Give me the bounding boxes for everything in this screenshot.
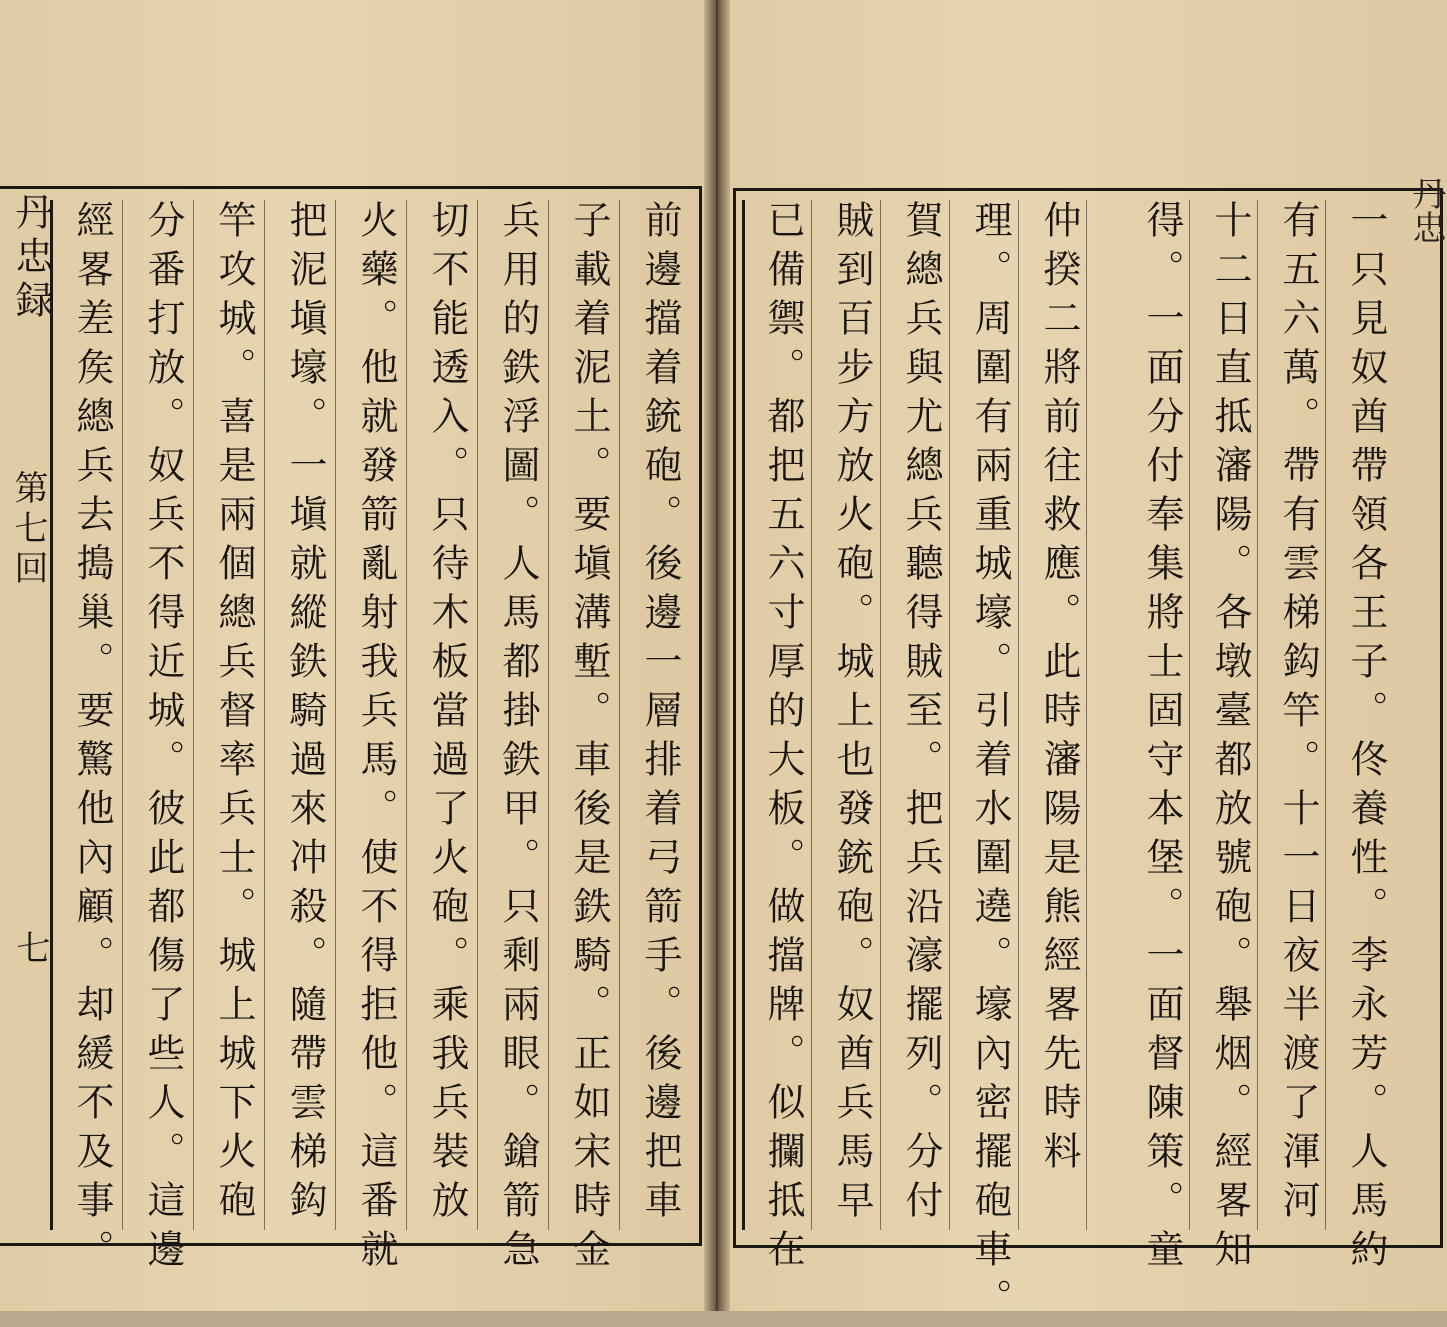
right-text-column: 賀總兵與尤總兵聽得賊至。把兵沿濠擺列。分付 — [899, 200, 943, 1229]
right-text-column: 有五六萬。帶有雲梯鈎竿。十一日夜半渡了渾河 — [1276, 200, 1320, 1229]
column-rule — [264, 200, 265, 1230]
left-text-column: 火藥。他就發箭亂射我兵馬。使不得拒他。這番就 — [354, 200, 398, 1278]
column-rule — [1257, 200, 1258, 1230]
column-rule — [1018, 200, 1019, 1230]
column-rule — [477, 200, 478, 1230]
inner-border-line — [742, 200, 745, 1230]
column-rule — [1189, 200, 1190, 1230]
left-text-column: 把泥塡壕。一塡就縱鉄騎過來冲殺。隨帶雲梯鈎 — [283, 200, 327, 1229]
left-text-column: 經畧差矦總兵去搗巢。要驚他內顧。却緩不及事。 — [70, 200, 114, 1278]
column-rule — [193, 200, 194, 1230]
column-rule — [811, 200, 812, 1230]
right-text-column: 已備禦。都把五六寸厚的大板。做擋牌。似攔抵在 — [761, 200, 805, 1278]
banner-divider — [50, 200, 53, 1230]
right-text-column: 賊到百步方放火砲。城上也發銃砲。奴酋兵馬早 — [830, 200, 874, 1229]
column-rule — [1325, 200, 1326, 1230]
corner-title-fragment: 丹忠 — [1406, 176, 1446, 244]
column-rule — [122, 200, 123, 1230]
column-rule — [619, 200, 620, 1230]
book-gutter — [704, 0, 730, 1311]
left-text-column: 兵用的鉄浮圖。人馬都掛鉄甲。只剩兩眼。鎗箭急 — [496, 200, 540, 1278]
column-rule — [406, 200, 407, 1230]
column-rule — [548, 200, 549, 1230]
right-text-column: 得。一面分付奉集將士固守本堡。一面督陳策。童 — [1140, 200, 1184, 1278]
left-text-column: 竿攻城。喜是兩個總兵督率兵士。城上城下火砲 — [212, 200, 256, 1229]
right-text-column: 理。周圍有兩重城壕。引着水圍遶。壕內密擺砲車。 — [968, 200, 1012, 1327]
left-text-column: 切不能透入。只待木板當過了火砲。乘我兵裝放 — [425, 200, 469, 1229]
column-rule — [949, 200, 950, 1230]
column-rule — [335, 200, 336, 1230]
right-text-column: 十二日直抵瀋陽。各墩臺都放號砲。舉烟。經畧知 — [1208, 200, 1252, 1278]
left-text-column: 前邊擋着銃砲。後邊一層排着弓箭手。後邊把車 — [638, 200, 682, 1229]
left-text-column: 分番打放。奴兵不得近城。彼此都傷了些人。這邊 — [141, 200, 185, 1278]
page-number: 七 — [10, 930, 50, 964]
book-title: 丹忠録 — [9, 192, 53, 324]
right-text-column: 仲揆二將前往救應。此時瀋陽是熊經畧先時料 — [1037, 200, 1081, 1180]
right-text-column: 一只見奴酋帶領各王子。佟養性。李永芳。人馬約 — [1344, 200, 1388, 1278]
chapter-label: 第七回 — [8, 470, 48, 590]
column-rule — [880, 200, 881, 1230]
column-rule — [1086, 200, 1087, 1230]
left-text-column: 子載着泥土。要塡溝塹。車後是鉄騎。正如宋時金 — [567, 200, 611, 1278]
